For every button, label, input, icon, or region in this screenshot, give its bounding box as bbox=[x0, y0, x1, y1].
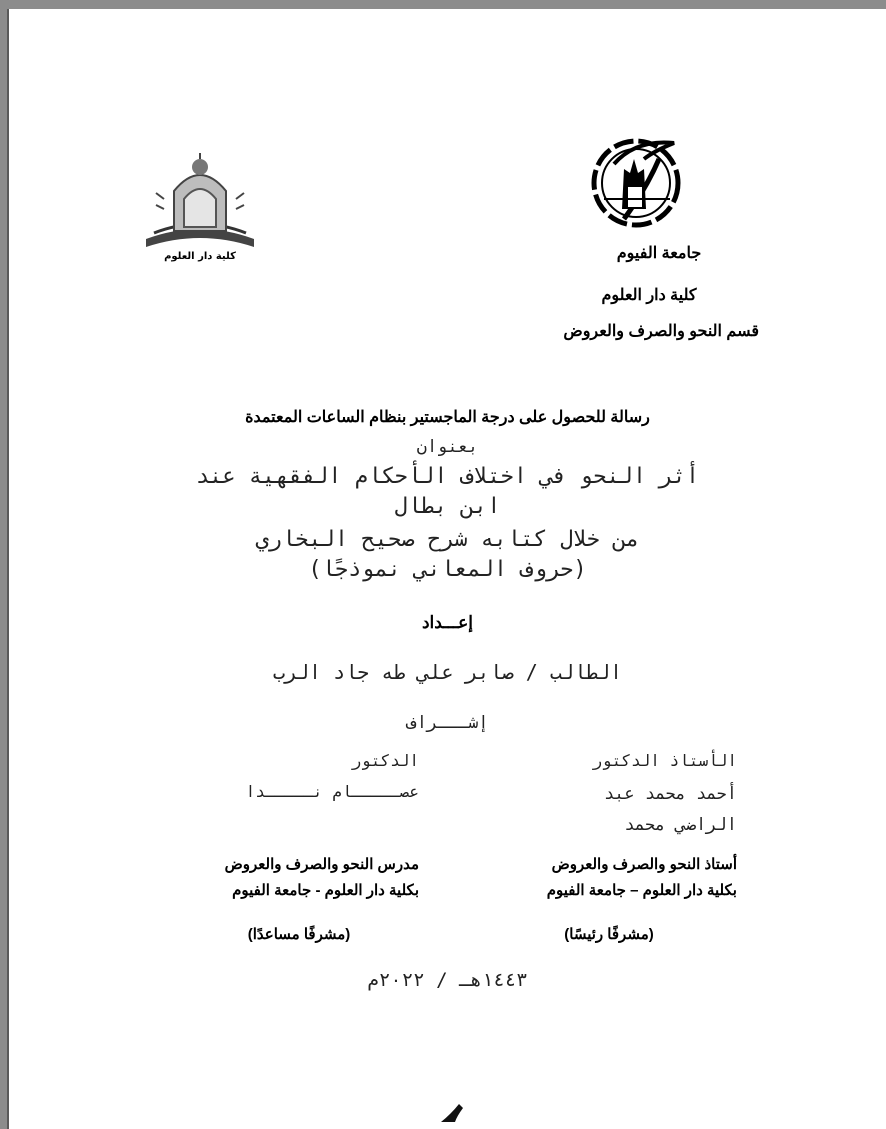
assistant-supervisor-title: الدكتور bbox=[351, 751, 419, 770]
degree-line: رسالة للحصول على درجة الماجستير بنظام الساعات المعتمدة bbox=[245, 409, 650, 426]
thesis-title-line-3: من خلال كتابه شرح صحيح البخاري bbox=[255, 527, 640, 552]
page-mark-icon bbox=[437, 1102, 471, 1122]
student-name: الطالب / صابر علي طه جاد الرب bbox=[272, 660, 623, 684]
assistant-supervisor-role: (مشرفًا مساعدًا) bbox=[247, 926, 351, 943]
fayoum-university-logo-icon bbox=[584, 129, 692, 237]
thesis-date: ١٤٤٣هـ / ٢٠٢٢م bbox=[367, 969, 528, 991]
assistant-supervisor-rank: مدرس النحو والصرف والعروض bbox=[224, 856, 419, 873]
main-supervisor-role: (مشرفًا رئيسًا) bbox=[564, 926, 654, 943]
main-supervisor-rank: أستاذ النحو والصرف والعروض bbox=[551, 856, 737, 873]
dar-al-uloom-logo-icon bbox=[136, 149, 264, 269]
assistant-supervisor-name: عصـــــام نـــــدا bbox=[245, 782, 419, 801]
faculty-logo-caption: كلية دار العلوم bbox=[164, 251, 236, 262]
department-name: قسم النحو والصرف والعروض bbox=[563, 323, 759, 340]
faculty-name: كلية دار العلوم bbox=[601, 287, 697, 304]
main-supervisor-faculty: بكلية دار العلوم – جامعة الفيوم bbox=[546, 882, 737, 899]
main-supervisor-title: الأستاذ الدكتور bbox=[592, 751, 737, 770]
assistant-supervisor-faculty: بكلية دار العلوم - جامعة الفيوم bbox=[232, 882, 419, 899]
main-supervisor-name-line-1: أحمد محمد عبد bbox=[603, 784, 737, 804]
main-supervisor-name-line-2: الراضي محمد bbox=[624, 815, 737, 835]
supervision-label: إشـــراف bbox=[406, 713, 489, 733]
preparation-label: إعـــداد bbox=[421, 613, 474, 632]
document-page bbox=[9, 9, 886, 1129]
thesis-title-line-1: أثر النحو في اختلاف الأحكام الفقهية عند bbox=[195, 464, 700, 489]
university-name: جامعة الفيوم bbox=[616, 245, 702, 262]
thesis-title-line-4: (حروف المعاني نموذجًا) bbox=[308, 557, 587, 582]
thesis-title-line-2: ابن بطال bbox=[394, 494, 501, 519]
titled-label: بعنوان bbox=[416, 437, 479, 457]
